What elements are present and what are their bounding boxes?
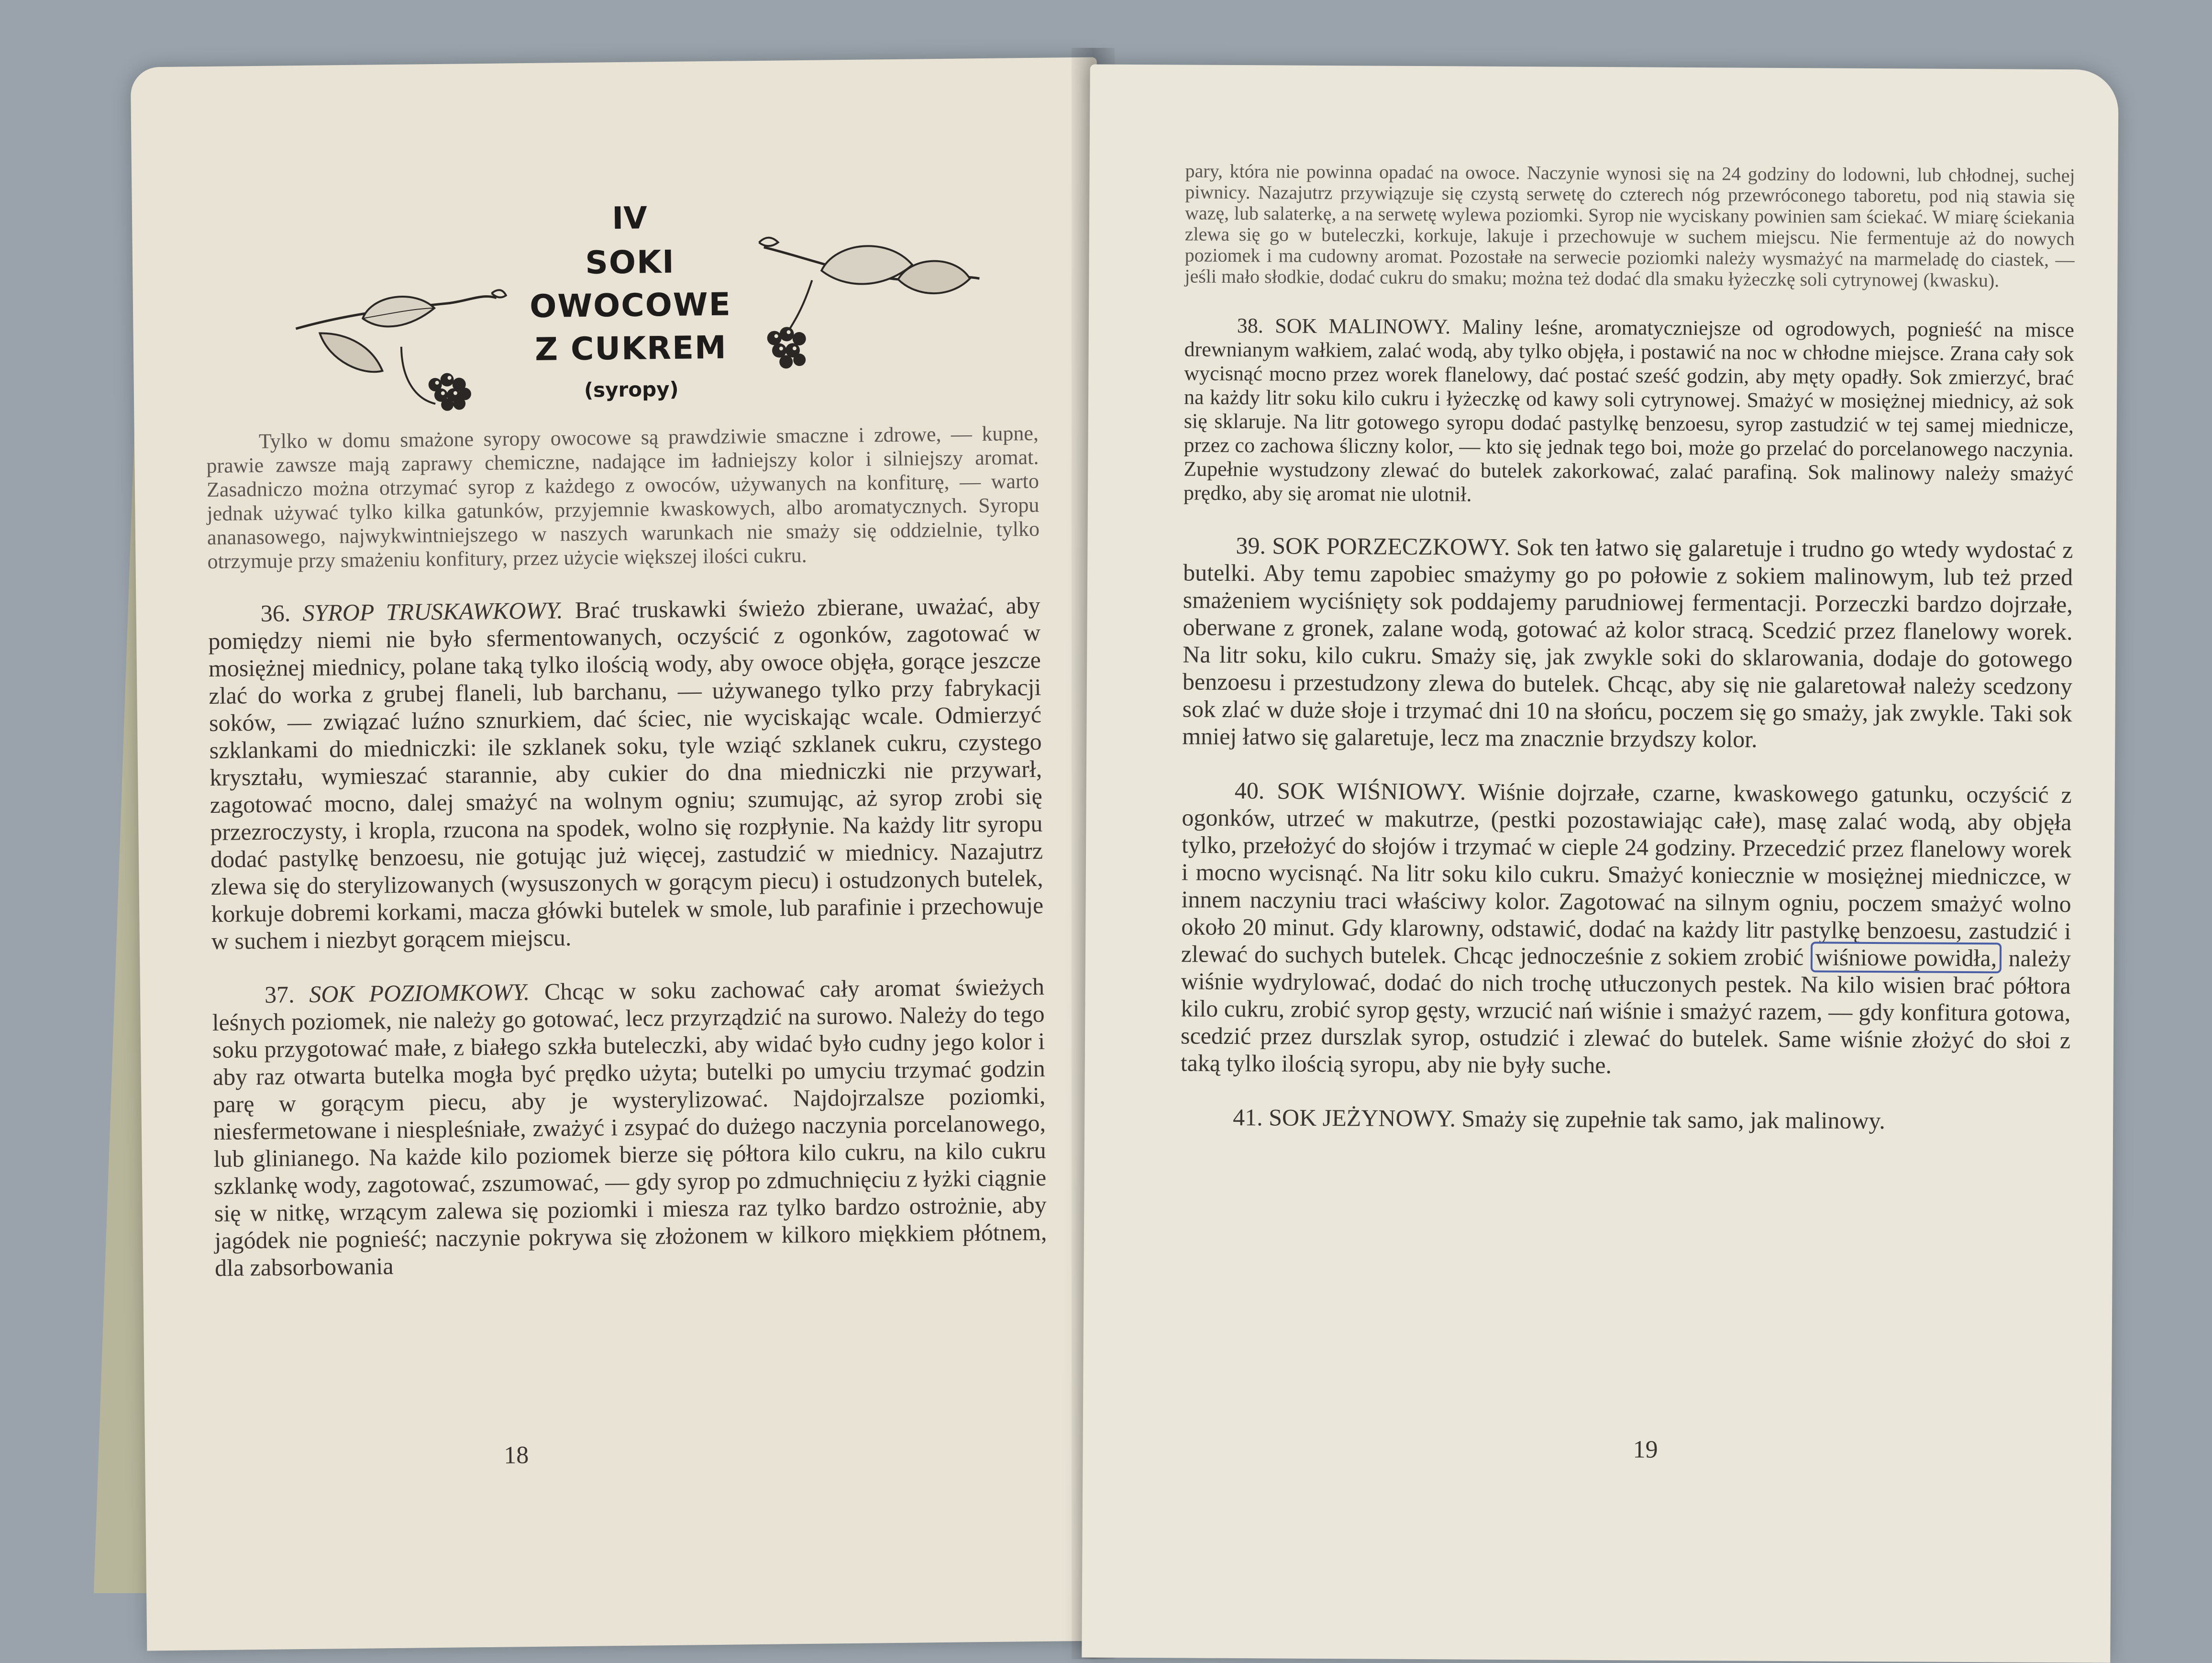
recipe-41-number: 41. (1233, 1103, 1263, 1131)
chapter-intro: Tylko w domu smażone syropy owocowe są prawdziwie smaczne i zdrowe, — kupne, prawie zawsze mają zaprawy chemiczne, nadające im ładniejszy kolor i silniejszy aromat. Zasadniczo można otrzymać syrop z każdego z owoców, używanych na konfiturę, — warto jednak używać tylko kilka gatunków, przyjemnie kwaskowych, albo aromatycznych. Syropu ananasowego, najwykwintniejszego w naszych warunkach nie smaży się oddzielnie, tylko otrzymuje przy smażeniu konfitury, przez użycie większej ilości cukru. (206, 421, 1040, 574)
page-number-right: 19 (1633, 1436, 1658, 1463)
recipe-40-title: SOK WIŚNIOWY. (1277, 777, 1466, 805)
chapter-title-line1: SOKI (585, 243, 675, 281)
recipe-37 (212, 973, 1047, 1282)
recipe-37-text: Chcąc w soku zachować cały aromat świeżych leśnych poziomek, nie należy go gotować, lecz przyrządzić na surowo. Należy do tego soku przygotować małe, z białego szkła buteleczki, aby widać było cudny jego kolor i aby raz otwarta butelka mogła być prędko użyta; butelki po umyciu trzymać godzin parę w gorącym piecu, aby je wysterylizować. Najdojrzalsze poziomki, niesfermetowane i niespleśniałe, zważyć i zsypać do dużego naczynia porcelanowego, lub glinianego. Na każde kilo poziomek bierze się półtora kilo cukru, na kilo cukru szklankę wody, zagotować, zszumować, — gdy syrop po zdmuchnięciu z łyżki ciągnie się w nitkę, wrzącym zalewa się poziomki i miesza raz tylko bardzo ostrożnie, aby jagódek nie pognieść; naczynie pokrywa się złożonem w kilkoro miękkiem płótnem, dla zabsorbowania (212, 973, 1047, 1281)
recipe-37-continued: pary, która nie powinna opadać na owoce. Naczynie wynosi się na 24 godziny do lodowni, lub chłodnej, suchej piwnicy. Nazajutrz przywiązuje się czystą serwetę do czterech nóg przewróconego taboretu, pod nią stawia się wazę, lub salaterkę, a na serwetę wylewa poziomki. Syrop nie wyciskany powinien sam ściekać. W miarę ściekania zlewa się go w buteleczki, korkuje, lakuje i przechowuje w suchem miejscu. Nie fermentuje aż do nowych poziomek i ma cudowny aromat. Pozostałe na serwecie poziomki należy wysmażyć na marmeladę do ciastek, — jeśli mało słodkie, dodać cukru do smaku; można też dodać dla smaku łyżeczkę soli cytrynowej (kwasku). (1184, 160, 2075, 291)
recipe-39-number: 39. (1236, 532, 1266, 559)
recipe-39 (1182, 532, 2073, 754)
recipe-41 (1180, 1103, 2070, 1135)
berry-branch-left-illustration (290, 274, 512, 420)
recipe-38-text: Maliny leśne, aromatyczniejsze od ogrodowych, pognieść na misce drewnianym wałkiem, zalać wodą, aby tylko objęła, i postawić na noc w chłodne miejsce. Zrana cały sok wycisnąć mocno przez worek flanelowy, dać postać sześć godzin, aby męty opadły. Sok zmierzyć, brać na każdy litr soku kilo cukru i łyżeczkę od kawy soli cytrynowej. Smażyć w mosiężnej miednicy, aż sok się sklaruje. Na litr gotowego syropu dodać pastylkę benzoesu, syrop zastudzić w tej samej miednicze, przez co zachowa śliczny kolor, — kto się jednak tego boi, może go przelać do porcelanowego naczynia. Zupełnie wystudzony zlewać do butelek zakorkować, zalać parafiną. Sok malinowy należy smażyć prędko, aby się aromat nie ulotnił. (1183, 315, 2074, 506)
left-page (131, 57, 1114, 1651)
recipe-40-text-a: Wiśnie dojrzałe, czarne, kwaskowego gatunku, oczyścić z ogonków, utrzeć w makutrze, (pestki pozostawiając całe), masę zalać wodą, aby objęła tylko, przełożyć do słojów i trzymać w cieple 24 godziny. Przecedzić przez flanelowy worek i mocno wycisnąć. Na litr soku kilo cukru. Smażyć koniecznie w mosiężnej miedniczce, w innem naczyniu traci właściwy kolor. Zagotować na silnym ogniu, poczem smażyć wolno około 20 minut. Gdy klarowny, odstawić, dodać na każdy litr pastylkę benzoesu, zastudzić i zlewać do suchych butelek. Chcąc jednocześnie z sokiem zrobić (1181, 778, 2072, 971)
chapter-title-line2: OWOCOWE (529, 286, 732, 325)
recipe-38 (1183, 313, 2074, 510)
recipe-39-title: SOK PORZECZKOWY. (1272, 532, 1510, 561)
recipe-40-text-b: należy wiśnie wydrylować, dodać do nich trochę utłuczonych pestek. Na kilo wisien brać półtora kilo cukru, zrobić syrop gęsty, wrzucić nań wiśnie i smażyć razem, — gdy konfitura gotowa, scedzić przez durszlak syrop, ostudzić i zlewać do butelek. Same wiśnie złożyć do słoi z taką tylko ilością syropu, aby nie były suche. (1180, 944, 2071, 1079)
berry-branch-right-illustration (754, 226, 985, 372)
recipe-41-text: Smaży się zupełnie tak samo, jak malinowy. (1461, 1105, 1886, 1134)
recipe-36-text: Brać truskawki świeżo zbierane, uważać, aby pomiędzy niemi nie było sfermentowanych, oczyścić z ogonków, zagotować w mosiężnej miednicy, polane taką tylko ilością wody, aby owoce objęła, gorące jeszcze zlać do worka z grubej flaneli, lub barchanu, — używanego tylko przy fabrykacji soków, — związać luźno sznurkiem, dać ściec, nie wyciskając wcale. Odmierzyć szklankami do miedniczki: ile szklanek soku, tyle wziąć szklanek cukru, czystego kryształu, wymieszać starannie, aby cukier do dna miedniczki nie przywarł, zagotować mocno, dalej smażyć na wolnym ogniu; szumując, aż syrop zrobi się przezroczysty, i kropla, rzucona na spodek, wolno się rozpłynie. Na każdy litr syropu dodać pastylkę benzoesu, nie gotując już więcej, zastudzić w miednicy. Nazajutrz zlewa się do sterylizowanych (wysuszonych w gorącym piecu) i ostudzonych butelek, korkuje dobremi korkami, macza główki butelek w smole, lub parafinie i przechowuje w suchem i niezbyt gorącem miejscu. (208, 591, 1044, 954)
left-text (206, 421, 1048, 1308)
recipe-36 (208, 592, 1044, 955)
recipe-40-number: 40. (1234, 776, 1265, 804)
recipe-37-title: SOK POZIOMKOWY. (309, 978, 530, 1008)
chapter-title-line3: Z CUKREM (534, 329, 728, 368)
recipe-36-number: 36. (260, 599, 291, 627)
recipe-37-number: 37. (264, 981, 295, 1008)
recipe-40 (1181, 776, 2072, 1081)
recipe-38-title: SOK MALINOWY. (1275, 314, 1451, 339)
recipe-39-text: Sok ten łatwo się galaretuje i trudno go wtedy wydostać z butelki. Aby temu zapobiec smażymy go po połowie z sokiem malinowym, lub też przed smażeniem wyciśnięty sok poddajemy parudniowej fermentacji. Porzeczki bardzo dojrzałe, oberwane z gronek, zalane wodą, gotować aż kolor stracą. Scedzić przez flanelowy worek. Na litr soku, kilo cukru. Smaży się, jak zwykle soki do sklarowania, dodaje do gotowego benzoesu i przestudzony zlewa do butelek. Chcąc, aby się nie galaretował należy scedzony sok zlać w duże słoje i trzymać dni 10 na słońcu, poczem się go smaży, jak zwykle. Taki sok mniej łatwo się galaretuje, lecz ma znacznie brzydszy kolor. (1182, 533, 2073, 753)
right-text (1180, 160, 2075, 1162)
page-number-left: 18 (503, 1441, 529, 1469)
recipe-36-title: SYROP TRUSKAWKOWY. (302, 597, 563, 626)
right-page (1082, 64, 2118, 1663)
recipe-38-number: 38. (1237, 314, 1264, 338)
chapter-subtitle: (syropy) (584, 377, 679, 402)
chapter-number: IV (612, 200, 648, 237)
recipe-41-title: SOK JEŻYNOWY. (1269, 1104, 1456, 1132)
pen-highlight: wiśniowe powidła, (1811, 942, 2002, 973)
